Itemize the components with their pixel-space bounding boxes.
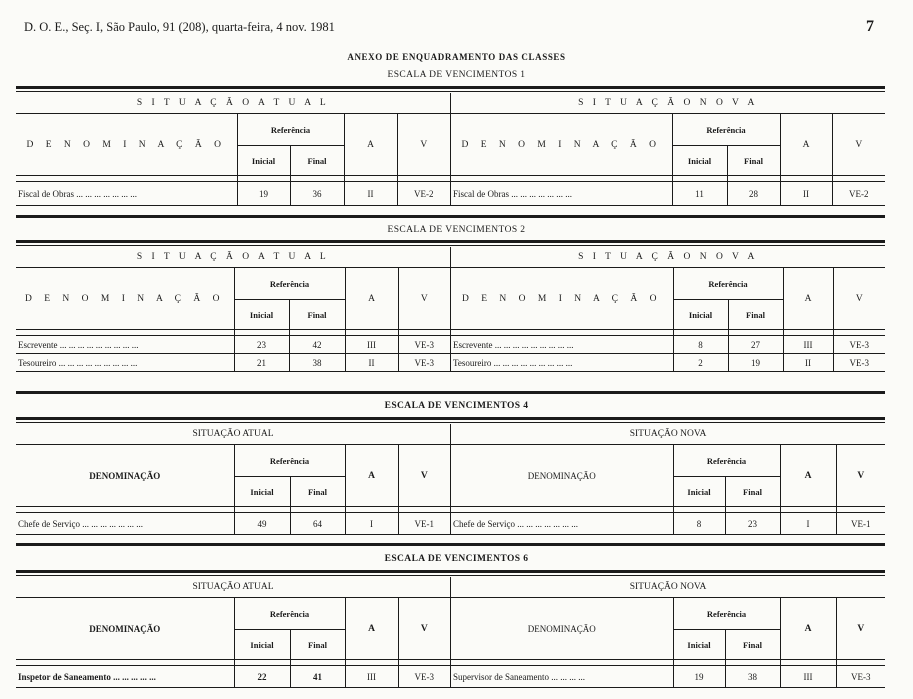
row-denominacao: Escrevente ... ... ... ... ... ... ... ... ... [451,336,673,354]
situacao-nova-label: S I T U A Ç Ã O N O V A [451,247,885,268]
row-a: II [780,182,832,206]
table-row [451,336,885,354]
col-v: V [398,268,450,330]
escala-4-rule-top [16,391,885,394]
col-inicial: Inicial [237,146,290,176]
page-header-citation: D. O. E., Seç. I, São Paulo, 91 (208), quarta-feira, 4 nov. 1981 [24,20,335,34]
col-a: A [780,445,836,507]
row-denominacao: Tesoureiro ... ... ... ... ... ... ... ... ... [451,354,673,372]
row-final: 19 [728,354,783,372]
col-a: A [780,114,832,176]
escala-6-table [16,577,885,688]
escala-2-rule-thin [16,245,885,246]
col-a: A [345,268,398,330]
escala-4-title: ESCALA DE VENCIMENTOS 4 [384,401,529,411]
row-a: I [345,513,398,535]
row-inicial: 22 [234,666,290,688]
row-v: VE-1 [398,513,450,535]
col-referencia: Referência [234,445,345,477]
situacao-atual-label: SITUAÇÃO ATUAL [16,577,450,598]
row-v: VE-2 [397,182,450,206]
row-inicial: 8 [673,513,725,535]
col-a: A [345,598,398,660]
col-v: V [397,114,450,176]
col-a: A [783,268,833,330]
row-v: VE-3 [836,666,885,688]
col-a: A [780,598,836,660]
row-v: VE-3 [833,336,885,354]
row-inicial: 23 [234,336,289,354]
row-final: 41 [290,666,345,688]
escala-6-situacao-atual [16,577,450,688]
escala-2-atual-grid [16,247,450,372]
col-denominacao: DENOMINAÇÃO [451,598,673,660]
col-v: V [832,114,885,176]
situacao-nova-label: SITUAÇÃO NOVA [451,577,885,598]
row-a: II [344,182,397,206]
col-a: A [344,114,397,176]
row-a: II [783,354,833,372]
row-denominacao: Supervisor de Saneamento ... ... ... ... [451,666,673,688]
col-inicial: Inicial [234,477,290,507]
table-row [451,182,885,206]
row-a: II [345,354,398,372]
escala-1-atual-grid [16,93,450,206]
escala-4-nova-grid [451,424,885,535]
escala-4-atual-grid [16,424,450,535]
col-referencia: Referência [672,114,780,146]
row-inicial: 21 [234,354,289,372]
escala-6-rule-top [16,543,885,546]
escala-1-nova-grid [451,93,885,206]
situacao-nova-label: SITUAÇÃO NOVA [451,424,885,445]
col-referencia: Referência [234,598,345,630]
escala-6-situacao-nova [450,577,885,688]
col-referencia: Referência [673,445,780,477]
row-final: 23 [725,513,780,535]
col-inicial: Inicial [673,630,725,660]
row-denominacao: Tesoureiro ... ... ... ... ... ... ... ... ... [16,354,234,372]
escala-1-situacao-nova [450,93,885,206]
row-v: VE-2 [832,182,885,206]
row-v: VE-1 [836,513,885,535]
row-inicial: 49 [234,513,290,535]
row-denominacao: Chefe de Serviço ... ... ... ... ... ... ... [16,513,234,535]
table-row [16,336,450,354]
row-a: I [780,513,836,535]
col-denominacao: D E N O M I N A Ç Ã O [16,268,234,330]
escala-2-title: ESCALA DE VENCIMENTOS 2 [387,225,526,235]
col-denominacao: D E N O M I N A Ç Ã O [451,268,673,330]
col-a: A [345,445,398,507]
escala-2-rule-top [16,215,885,218]
col-denominacao: DENOMINAÇÃO [16,445,234,507]
col-referencia: Referência [237,114,344,146]
col-referencia: Referência [673,268,783,300]
row-a: III [345,666,398,688]
row-a: III [783,336,833,354]
escala-1-title: ESCALA DE VENCIMENTOS 1 [387,70,526,80]
page-number: 7 [866,18,874,35]
escala-1-situacao-atual [16,93,450,206]
row-final: 28 [727,182,780,206]
row-final: 38 [725,666,780,688]
row-final: 27 [728,336,783,354]
escala-4-rule-thin [16,422,885,423]
table-row [16,513,450,535]
row-v: VE-3 [833,354,885,372]
col-denominacao: DENOMINAÇÃO [16,598,234,660]
row-inicial: 11 [672,182,727,206]
escala-2-nova-grid [451,247,885,372]
col-inicial: Inicial [673,477,725,507]
col-referencia: Referência [673,598,780,630]
escala-4-situacao-nova [450,424,885,535]
document-title: ANEXO DE ENQUADRAMENTO DAS CLASSES [347,52,566,62]
col-v: V [836,445,885,507]
situacao-atual-label: S I T U A Ç Ã O A T U A L [16,93,450,114]
escala-1-rule-thin [16,91,885,92]
col-final: Final [290,477,345,507]
row-v: VE-3 [398,354,450,372]
col-final: Final [725,477,780,507]
row-a: III [345,336,398,354]
escala-2-situacao-nova [450,247,885,372]
col-final: Final [728,300,783,330]
col-final: Final [289,300,345,330]
col-denominacao: DENOMINAÇÃO [451,445,673,507]
col-inicial: Inicial [234,630,290,660]
row-v: VE-3 [398,666,450,688]
table-row [16,666,450,688]
row-denominacao: Fiscal de Obras ... ... ... ... ... ... ... [16,182,237,206]
row-denominacao: Fiscal de Obras ... ... ... ... ... ... ... [451,182,672,206]
col-referencia: Referência [234,268,345,300]
escala-4-table [16,424,885,535]
col-denominacao: D E N O M I N A Ç Ã O [16,114,237,176]
row-final: 42 [289,336,345,354]
row-inicial: 19 [237,182,290,206]
situacao-nova-label: S I T U A Ç Ã O N O V A [451,93,885,114]
situacao-atual-label: SITUAÇÃO ATUAL [16,424,450,445]
row-final: 38 [289,354,345,372]
col-denominacao: D E N O M I N A Ç Ã O [451,114,672,176]
col-final: Final [725,630,780,660]
col-final: Final [290,146,344,176]
escala-6-title: ESCALA DE VENCIMENTOS 6 [384,554,529,564]
col-v: V [833,268,885,330]
escala-6-rule [16,570,885,573]
col-final: Final [727,146,780,176]
row-denominacao: Escrevente ... ... ... ... ... ... ... ... ... [16,336,234,354]
escala-6-nova-grid [451,577,885,688]
row-final: 64 [290,513,345,535]
col-inicial: Inicial [672,146,727,176]
table-row [16,182,450,206]
escala-6-atual-grid [16,577,450,688]
row-inicial: 8 [673,336,728,354]
row-final: 36 [290,182,344,206]
col-v: V [836,598,885,660]
table-row [451,354,885,372]
row-denominacao: Chefe de Serviço ... ... ... ... ... ... ... [451,513,673,535]
escala-6-rule-thin [16,575,885,576]
escala-2-rule [16,240,885,243]
escala-4-rule [16,417,885,420]
escala-2-table [16,247,885,372]
table-row [16,354,450,372]
col-v: V [398,445,450,507]
table-row [451,666,885,688]
col-final: Final [290,630,345,660]
row-denominacao: Inspetor de Saneamento ... ... ... ... ... [16,666,234,688]
col-v: V [398,598,450,660]
escala-2-situacao-atual [16,247,450,372]
escala-1-table [16,93,885,206]
col-inicial: Inicial [234,300,289,330]
situacao-atual-label: S I T U A Ç Ã O A T U A L [16,247,450,268]
row-v: VE-3 [398,336,450,354]
row-inicial: 2 [673,354,728,372]
col-inicial: Inicial [673,300,728,330]
escala-1-rule [16,86,885,89]
escala-4-situacao-atual [16,424,450,535]
row-a: III [780,666,836,688]
table-row [451,513,885,535]
row-inicial: 19 [673,666,725,688]
